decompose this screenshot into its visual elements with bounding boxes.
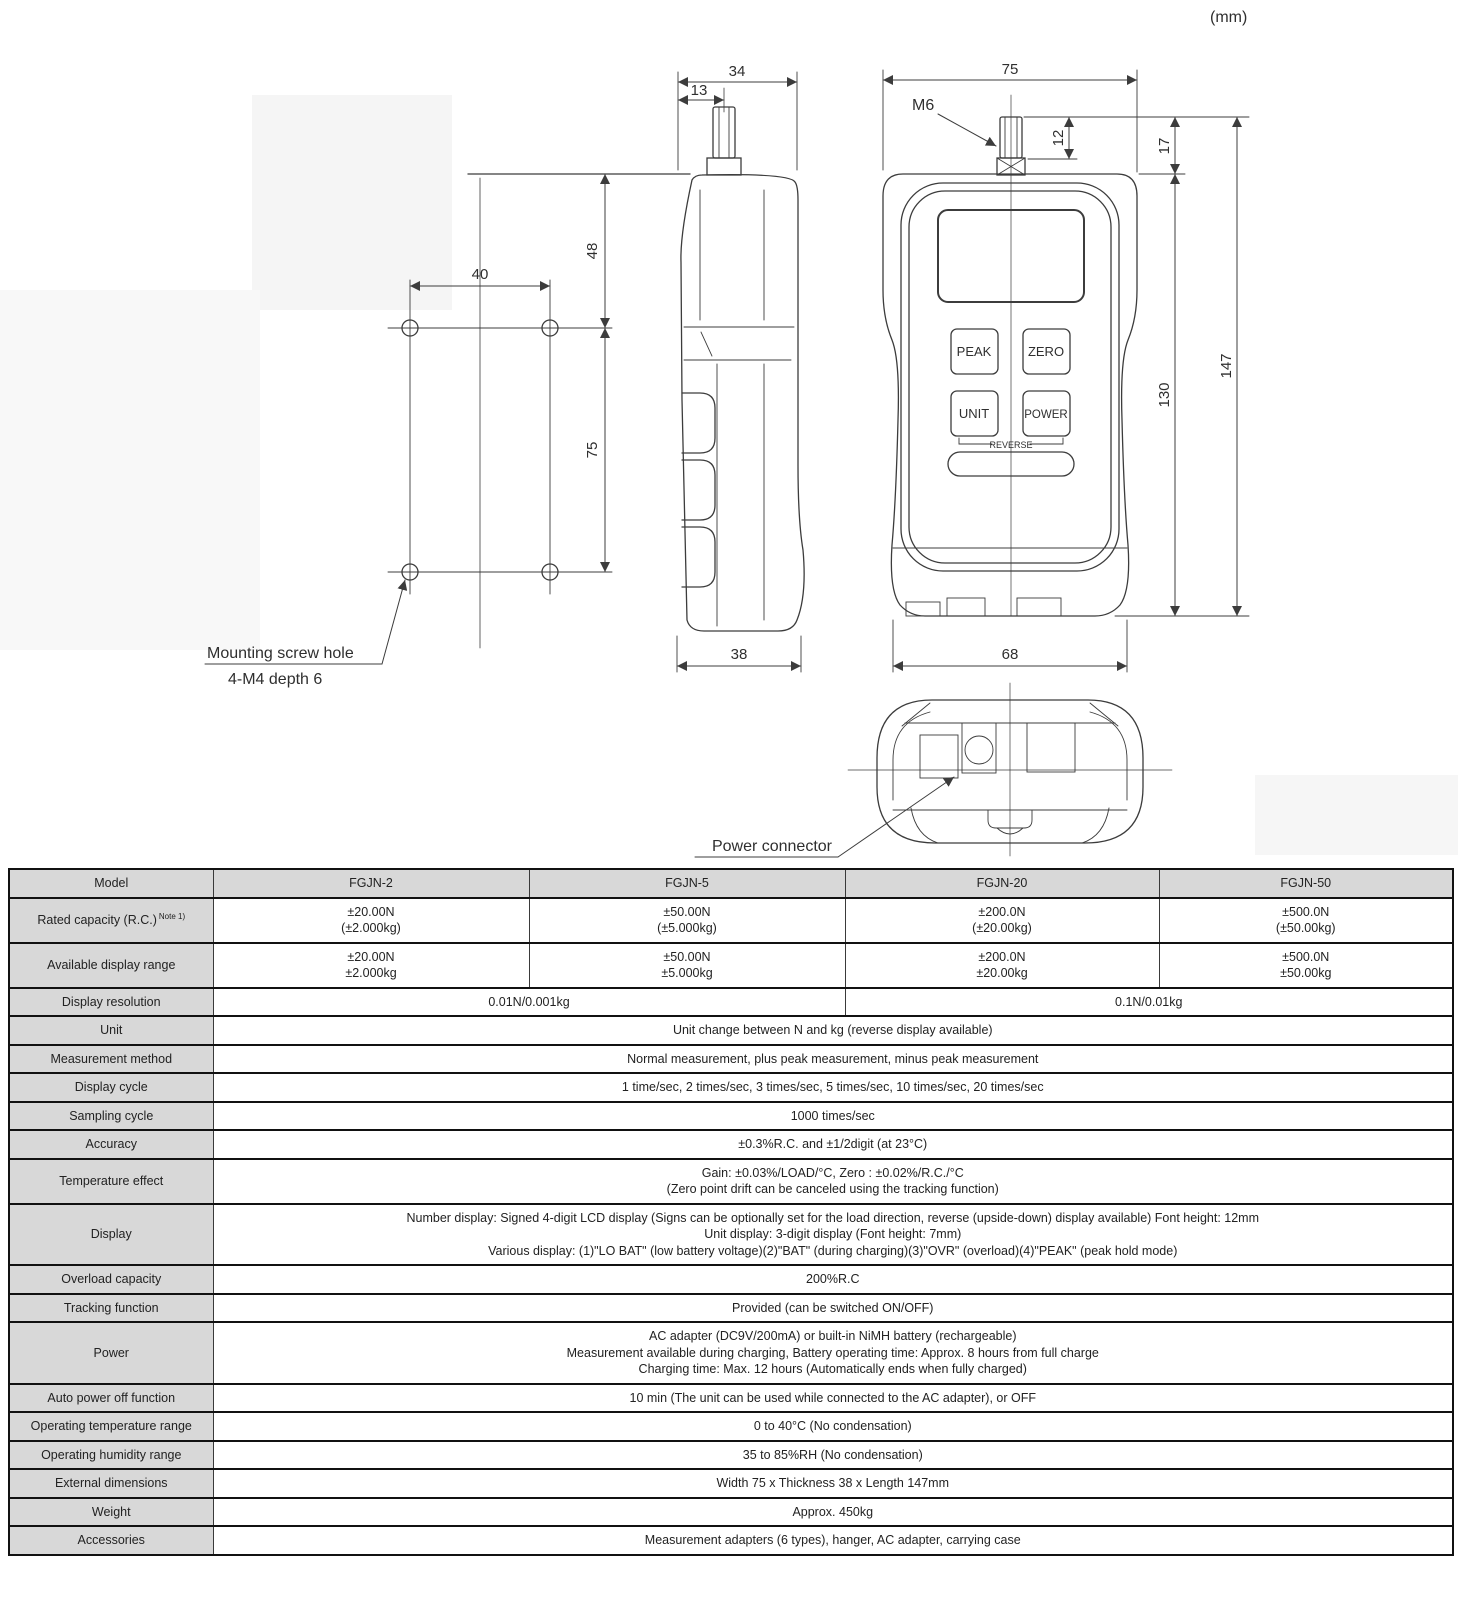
mounting-screw-hole-spec: 4-M4 depth 6 [228,671,323,688]
spec-cell: Measurement adapters (6 types), hanger, AC adapter, carrying case [213,1526,1453,1555]
dim-label-147: 147 [1218,353,1235,379]
row-label: Display cycle [9,1073,213,1102]
dim-label-13: 13 [690,82,708,99]
model-header-cell: FGJN-50 [1159,869,1453,898]
spec-cell: Unit change between N and kg (reverse display available) [213,1016,1453,1045]
spec-row [9,1498,1453,1527]
unit-button-label: UNIT [958,406,990,421]
spec-cell: 35 to 85%RH (No condensation) [213,1441,1453,1470]
power-connector-label: Power connector [711,838,832,855]
row-label: Sampling cycle [9,1102,213,1131]
spec-row [9,1016,1453,1045]
spec-cell: ±20.00N (±2.000kg) [213,898,529,943]
grip-bump [682,527,715,587]
spec-cell: 200%R.C [213,1265,1453,1294]
dim-label-130: 130 [1156,382,1173,408]
row-label: Display [9,1204,213,1266]
spec-row [9,1412,1453,1441]
row-label-note: Note 1) [158,911,186,921]
spec-row [9,1045,1453,1074]
side-measuring-shaft [713,107,735,158]
dim-label-12: 12 [1050,129,1067,147]
spec-cell: Provided (can be switched ON/OFF) [213,1294,1453,1323]
spec-row [9,1159,1453,1204]
grip-bump [682,393,715,453]
spec-row [9,1073,1453,1102]
row-label: Measurement method [9,1045,213,1074]
spec-cell: Normal measurement, plus peak measurement, minus peak measurement [213,1045,1453,1074]
row-label: Operating humidity range [9,1441,213,1470]
grip-bump [682,460,715,520]
model-header-cell: FGJN-2 [213,869,529,898]
spec-table [8,868,1454,1556]
row-label: Auto power off function [9,1384,213,1413]
spec-row [9,1384,1453,1413]
spec-cell: Gain: ±0.03%/LOAD/°C, Zero : ±0.02%/R.C./°C (Zero point drift can be canceled using the tracking function) [213,1159,1453,1204]
spec-row [9,1441,1453,1470]
spec-row [9,1204,1453,1266]
spec-cell: Approx. 450kg [213,1498,1453,1527]
spec-row [9,1294,1453,1323]
spec-cell: 0 to 40°C (No condensation) [213,1412,1453,1441]
row-label: Unit [9,1016,213,1045]
row-label: External dimensions [9,1469,213,1498]
spec-table-body [9,869,1453,1555]
scan-artifacts [0,95,1458,855]
spec-cell: ±0.3%R.C. and ±1/2digit (at 23°C) [213,1130,1453,1159]
spec-row [9,1130,1453,1159]
dim-label-34: 34 [728,63,746,80]
spec-row [9,869,1453,898]
spec-row [9,988,1453,1017]
spec-cell: 1 time/sec, 2 times/sec, 3 times/sec, 5 times/sec, 10 times/sec, 20 times/sec [213,1073,1453,1102]
spec-row [9,898,1453,943]
row-label: Accessories [9,1526,213,1555]
spec-row [9,1322,1453,1384]
model-header-cell: FGJN-5 [529,869,845,898]
power-connector [962,723,996,773]
row-label: Model [9,869,213,898]
side-view [677,72,804,672]
row-label: Operating temperature range [9,1412,213,1441]
row-label: Available display range [9,943,213,988]
reverse-label: REVERSE [989,440,1033,450]
row-label: Accuracy [9,1130,213,1159]
row-label: Power [9,1322,213,1384]
spec-cell: 1000 times/sec [213,1102,1453,1131]
spec-cell: ±500.0N ±50.00kg [1159,943,1453,988]
front-view [883,70,1249,672]
spec-cell: ±50.00N (±5.000kg) [529,898,845,943]
dim-label-75-front: 75 [1001,61,1019,78]
row-label: Weight [9,1498,213,1527]
unit-note: (mm) [1210,9,1248,26]
spec-cell: ±200.0N (±20.00kg) [845,898,1159,943]
thread-label: M6 [912,97,935,114]
spec-cell: 10 min (The unit can be used while connected to the AC adapter), or OFF [213,1384,1453,1413]
mounting-screw-hole-label: Mounting screw hole [207,645,354,662]
power-connector-jack [965,736,993,764]
spec-cell: Number display: Signed 4-digit LCD display (Signs can be optionally set for the load direction, reverse (upside-down) display available) Font height: 12mm Unit display: 3-digit display (Font height: 7mm) Various display: (1)"LO BAT" (low battery voltage)(2)"BAT" (during charging)(3)"OVR" (overload)(4)"PEAK" (peak hold mode) [213,1204,1453,1266]
dim-label-38: 38 [730,646,748,663]
model-header-cell: FGJN-20 [845,869,1159,898]
spec-row [9,1102,1453,1131]
spec-row [9,1526,1453,1555]
spec-cell: ±20.00N ±2.000kg [213,943,529,988]
row-label: Rated capacity (R.C.) $^{Note 1)}$ [9,898,213,943]
row-label: Temperature effect [9,1159,213,1204]
row-label: Display resolution [9,988,213,1017]
row-label: Overload capacity [9,1265,213,1294]
spec-row [9,943,1453,988]
dim-label-75-holes: 75 [584,441,601,459]
spec-cell: Width 75 x Thickness 38 x Length 147mm [213,1469,1453,1498]
dim-label-17: 17 [1156,137,1173,155]
spec-cell: ±200.0N ±20.00kg [845,943,1159,988]
bottom-view [695,683,1172,857]
spec-cell: 0.01N/0.001kg [213,988,845,1017]
dim-label-68: 68 [1001,646,1019,663]
dim-label-40: 40 [471,266,489,283]
dim-label-48: 48 [584,242,601,260]
spec-cell: AC adapter (DC9V/200mA) or built-in NiMH battery (rechargeable) Measurement available during charging, Battery operating time: Approx. 8 hours from full charge Charging time: Max. 12 hours (Automatically ends when fully charged) [213,1322,1453,1384]
zero-button-label: ZERO [1027,344,1065,359]
power-button-label: POWER [1024,409,1068,421]
spec-cell: ±50.00N ±5.000kg [529,943,845,988]
peak-button-label: PEAK [956,344,992,359]
spec-row [9,1265,1453,1294]
spec-cell: ±500.0N (±50.00kg) [1159,898,1453,943]
spec-cell: 0.1N/0.01kg [845,988,1453,1017]
row-label: Tracking function [9,1294,213,1323]
spec-row [9,1469,1453,1498]
